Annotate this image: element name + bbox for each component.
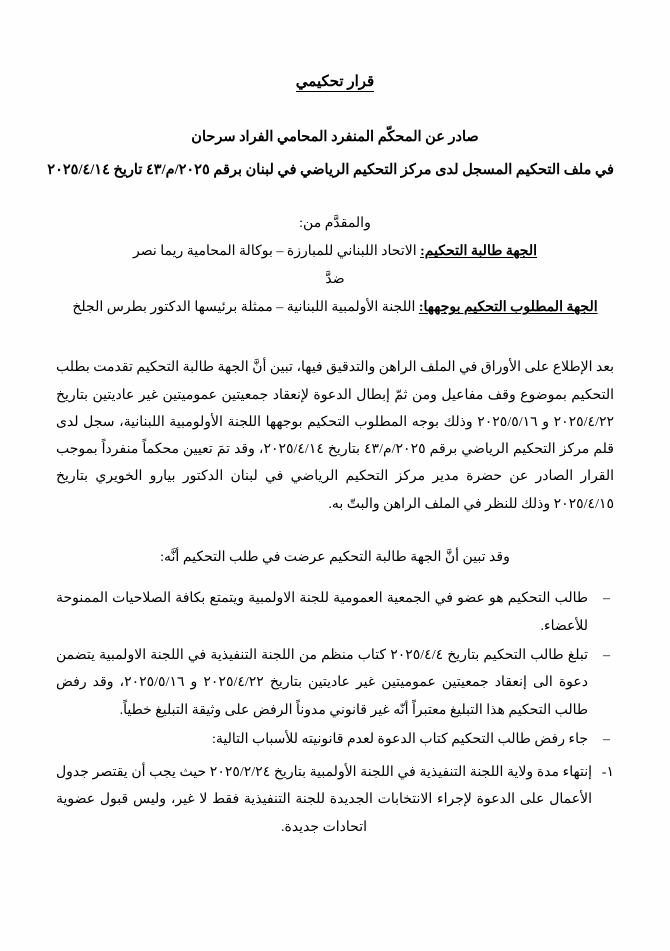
claims-lead-line: وقد تبين أنَّ الجهة طالبة التحكيم عرضت في طلب التحكيم أنَّه: xyxy=(160,550,510,566)
page-title xyxy=(56,0,614,91)
against-text: ضدَّ xyxy=(325,272,345,288)
document-subtitle xyxy=(47,121,614,186)
reasons-list xyxy=(56,759,614,841)
list-item-marker: ١- xyxy=(601,765,614,781)
claimant-label: الجهة طالبة التحكيم: xyxy=(420,244,538,260)
submitted-by-label: والمقدَّم من: xyxy=(299,216,371,232)
claimant-row xyxy=(56,238,614,266)
submitted-by-line xyxy=(56,210,614,238)
list-item: – طالب التحكيم هو عضو في الجمعية العمومية للجنة الاولمبية ويتمتع بكافة الصلاحيات الممنوحة للأعضاء. xyxy=(56,585,614,640)
respondent-row xyxy=(56,294,614,322)
subtitle-line-arbitrator: صادر عن المحكّم المنفرد المحامي الفراد سرحان xyxy=(191,129,479,145)
subtitle-line-case-reference: في ملف التحكيم المسجل لدى مركز التحكيم الرياضي في لبنان برقم ٢٠٢٥/م/٤٣ تاريخ ٢٠٢٥/٤/١٤ xyxy=(47,161,614,178)
list-item-text: إنتهاء مدة ولاية اللجنة التنفيذية في اللجنة الأولمبية بتاريخ ٢٠٢٥/٢/٢٤ حيث يجب أن يقتصر جدول الأعمال على الدعوة لإجراء الانتخابات الجديدة للجنة التنفيذية فقط لا غير، وليس قبول عضوية اتحادات جديدة. xyxy=(56,765,592,835)
parties-section xyxy=(56,210,614,322)
claimant-value: الاتحاد اللبناني للمبارزة – بوكالة المحامية ريما نصر xyxy=(132,244,417,260)
body-paragraph: بعد الإطلاع على الأوراق في الملف الراهن والتدقيق فيها، تبين أنَّ الجهة طالبة التحكيم تقدمت بطلب التحكيم بموضوع وقف مفاعيل ومن ثمّ إبطال الدعوة لإنعقاد جمعيتين عموميتين غير عاديتين بتاريخ ٢٠٢٥/٤/٢٢ و ٢٠٢٥/٥/١٦ وذلك بوجه المطلوب التحكيم بوجهها اللجنة الأولومبية اللبنانية، سجل لدى قلم مركز التحكيم الرياضي برقم ٢٠٢٥/م/٤٣ بتاريخ ٢٠٢٥/٤/١٤، وقد تمَ تعيين محكماً منفرداً بموجب القرار الصادر عن حضرة مدير مركز التحكيم الرياضي في لبنان الدكتور بيارو الخويري بتاريخ ٢٠٢٥/٤/١٥ وذلك للنظر في الملف الراهن والبتّ به. xyxy=(56,360,615,512)
list-item xyxy=(56,759,614,841)
against-label xyxy=(56,266,614,294)
respondent-value: اللجنة الأولمبية اللبنانية – ممثلة برئيسها الدكتور بطرس الجلخ xyxy=(72,300,416,316)
respondent-label: الجهة المطلوب التحكيم بوجهها: xyxy=(418,300,598,316)
list-item: – تبلغ طالب التحكيم بتاريخ ٢٠٢٥/٤/٤ كتاب منظم من اللجنة التنفيذية في اللجنة الاولمبية يتضمن دعوة الى إنعقاد جمعيتين عموميتين غير عاديتين بتاريخ ٢٠٢٥/٤/٢٢ و ٢٠٢٥/٥/١٦، وقد رفض طالب التحكيم هذا التبليغ معتبراً أنّه غير قانوني مدوناً الرفض على وثيقة التبليغ خطياً. xyxy=(56,642,614,724)
document-content xyxy=(47,0,615,841)
list-item: – جاء رفض طالب التحكيم كتاب الدعوة لعدم قانونيته للأسباب التالية: xyxy=(56,726,614,753)
claims-list xyxy=(56,585,614,753)
page-title-text: قرار تحكيمي xyxy=(295,74,375,90)
